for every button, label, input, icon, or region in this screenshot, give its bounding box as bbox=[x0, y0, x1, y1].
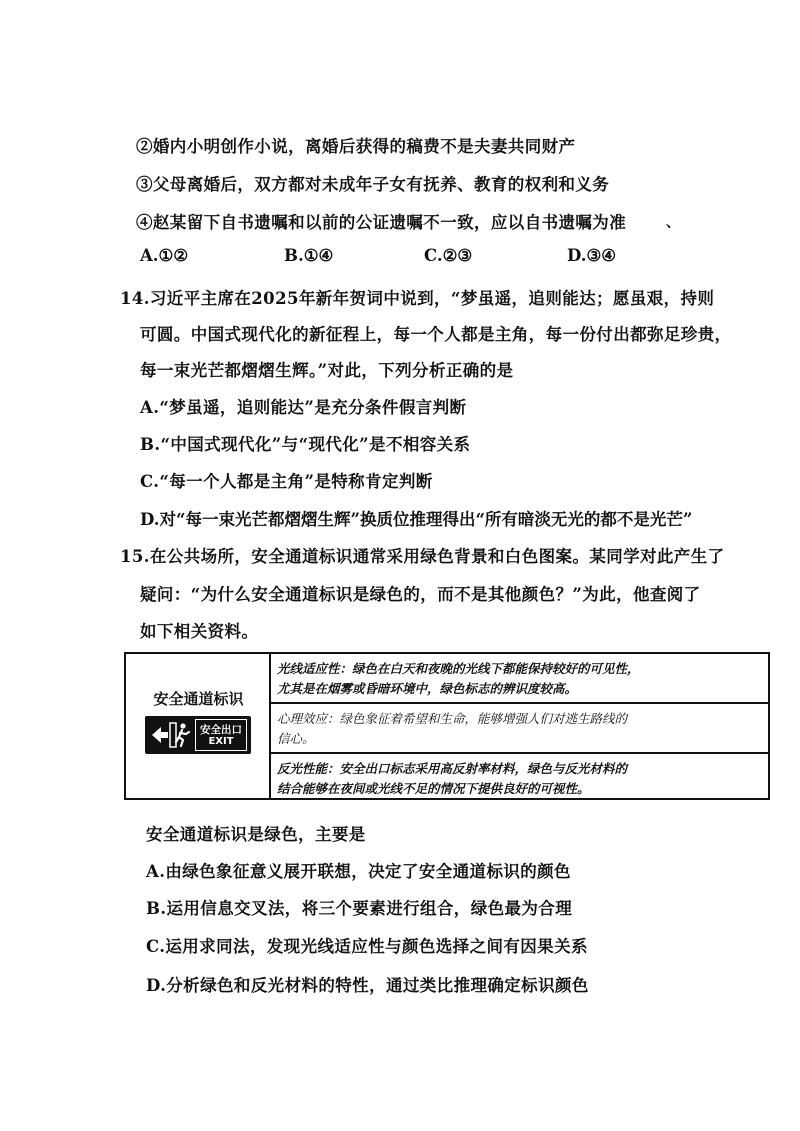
exit-sign bbox=[145, 716, 251, 754]
option-c[interactable]: C.②③ bbox=[424, 246, 473, 265]
q15-stem-line-2: 疑问：“为什么安全通道标识是绿色的，而不是其他颜色？”为此，他查阅了 bbox=[140, 585, 701, 604]
option-b[interactable]: B.①④ bbox=[284, 246, 334, 265]
info-row-light bbox=[271, 654, 768, 704]
q14-option-a[interactable]: A.“梦虽遥，追则能达”是充分条件假言判断 bbox=[140, 398, 467, 417]
running-man-icon bbox=[169, 722, 191, 748]
q14-option-c[interactable]: C.“每一个人都是主角”是特称肯定判断 bbox=[140, 472, 433, 491]
exit-label-en: EXIT bbox=[208, 736, 234, 747]
exit-label-box bbox=[195, 719, 247, 751]
statement-2: ②婚内小明创作小说，离婚后获得的稿费不是夫妻共同财产 bbox=[136, 137, 576, 156]
statement-3: ③父母离婚后，双方都对未成年子女有抚养、教育的权利和义务 bbox=[136, 175, 610, 194]
info-row-light-line-1: 光线适应性：绿色在白天和夜晚的光线下都能保持较好的可见性， bbox=[277, 661, 640, 676]
q15-option-a[interactable]: A.由绿色象征意义展开联想，决定了安全通道标识的颜色 bbox=[146, 862, 571, 881]
info-row-light-line-2: 尤其是在烟雾或昏暗环境中，绿色标志的辨识度较高。 bbox=[277, 681, 578, 696]
info-row-psych-line-2: 信心。 bbox=[277, 731, 315, 746]
q15-option-b[interactable]: B.运用信息交叉法，将三个要素进行组合，绿色最为合理 bbox=[146, 899, 573, 918]
q14-stem-line-3: 每一束光芒都熠熠生辉。”对此，下列分析正确的是 bbox=[140, 361, 514, 380]
info-row-psych bbox=[271, 704, 768, 754]
q15-option-d[interactable]: D.分析绿色和反光材料的特性，通过类比推理确定标识颜色 bbox=[146, 976, 589, 995]
option-a[interactable]: A.①② bbox=[140, 246, 189, 265]
q15-stem-line-1: 15.在公共场所，安全通道标识通常采用绿色背景和白色图案。某同学对此产生了 bbox=[120, 547, 725, 566]
exit-label-cn: 安全出口 bbox=[200, 724, 242, 736]
info-row-psych-text bbox=[277, 709, 764, 749]
sign-title: 安全通道标识 bbox=[153, 690, 244, 708]
info-row-reflect-text bbox=[277, 759, 764, 799]
q15-option-c[interactable]: C.运用求同法，发现光线适应性与颜色选择之间有因果关系 bbox=[146, 937, 588, 956]
arrow-left-icon bbox=[150, 725, 170, 745]
q14-stem-line-1: 14.习近平主席在2025年新年贺词中说到，“梦虽遥，追则能达；愿虽艰，持则 bbox=[120, 289, 715, 308]
info-row-reflect bbox=[271, 754, 768, 798]
info-row-psych-line-1: 心理效应：绿色象征着希望和生命，能够增强人们对逃生路线的 bbox=[277, 711, 628, 726]
option-d[interactable]: D.③④ bbox=[567, 246, 617, 265]
info-table bbox=[124, 652, 770, 800]
sign-cell bbox=[126, 654, 271, 798]
q14-option-d[interactable]: D.对“每一束光芒都熠熠生辉”换质位推理得出“所有暗淡无光的都不是光芒” bbox=[140, 510, 693, 529]
info-row-reflect-line-2: 结合能够在夜间或光线不足的情况下提供良好的可视性。 bbox=[277, 781, 590, 796]
q15-question: 安全通道标识是绿色，主要是 bbox=[146, 825, 366, 844]
q14-stem-line-2: 可圆。中国式现代化的新征程上，每一个人都是主角，每一份付出都弥足珍贵， bbox=[140, 325, 732, 344]
q15-stem-line-3: 如下相关资料。 bbox=[140, 622, 259, 641]
q14-option-b[interactable]: B.“中国式现代化”与“现代化”是不相容关系 bbox=[140, 435, 471, 454]
info-row-light-text bbox=[277, 659, 764, 699]
statement-4: ④赵某留下自书遗嘱和以前的公证遗嘱不一致，应以自书遗嘱为准 bbox=[136, 213, 627, 232]
trailing-mark: 、 bbox=[666, 215, 680, 231]
info-row-reflect-line-1: 反光性能：安全出口标志采用高反射率材料，绿色与反光材料的 bbox=[277, 761, 628, 776]
